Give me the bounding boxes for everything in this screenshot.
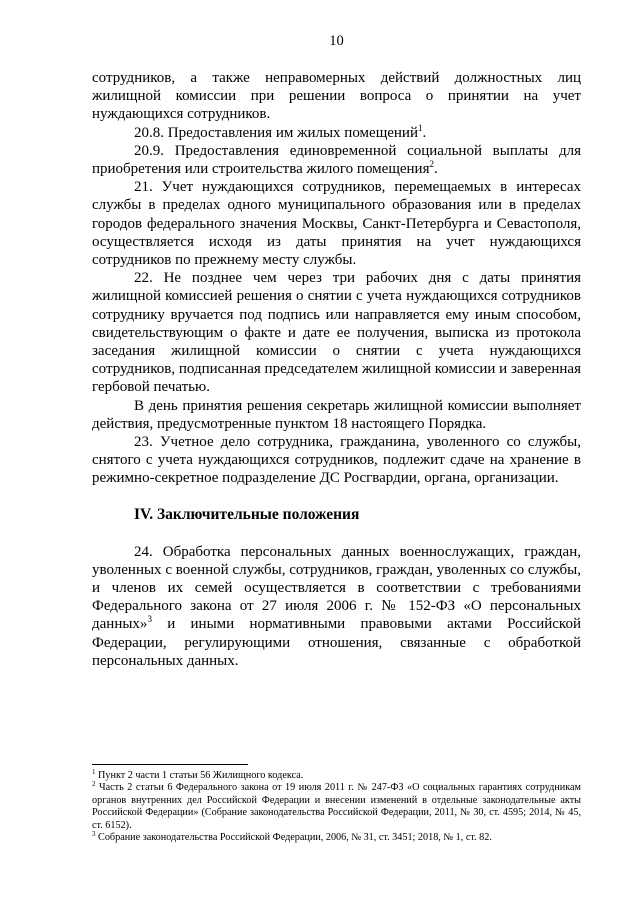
- paragraph-22-secretary: В день принятия решения секретарь жилищной комиссии выполняет действия, предусмотренные пунктом 18 настоящего Порядка.: [92, 397, 581, 432]
- footnote-ref-3[interactable]: 3: [147, 614, 152, 625]
- footnote-ref-2[interactable]: 2: [429, 159, 434, 170]
- footnote-divider: [92, 764, 248, 765]
- footnote-ref-1[interactable]: 1: [418, 122, 423, 133]
- footnote-1: $^1$ Пункт 2 части 1 статьи 56 Жилищного кодекса.: [92, 768, 304, 781]
- page-number: 10: [329, 33, 344, 49]
- paragraph-20-8: 20.8. Предоставления им жилых помещений$^1$.: [134, 122, 427, 141]
- footnotes: [92, 764, 581, 844]
- paragraph-22: 22. Не позднее чем через три рабочих дня с даты принятия жилищной комиссией решения о снятии с учета нуждающихся сотрудников сотруднику вручается под подпись или направляется ему иным способом, свидетельствующим о факте и дате ее получения, выписка из протокола заседания жилищной комиссии о снятии с учета нуждающихся сотрудников, подписанная председателем жилищной комиссии и заверенная гербовой печатью.: [92, 270, 581, 396]
- paragraph-21: 21. Учет нуждающихся сотрудников, перемещаемых в интересах службы в пределах одного муниципального образования или в пределах городов федерального значения Москвы, Санкт-Петербурга и Севастополя, осуществляется исходя из даты принятия на учет нуждающихся сотрудников по прежнему месту службы.: [92, 179, 581, 269]
- paragraph-23: 23. Учетное дело сотрудника, гражданина, уволенного со службы, снятого с учета нуждающихся сотрудников, подлежит сдаче на хранение в режимно-секретное подразделение ДС Росгвардии, органа, организации.: [92, 434, 581, 487]
- footnote-number: 3: [92, 830, 96, 839]
- section-heading: IV. Заключительные положения: [134, 505, 360, 523]
- paragraph-continuation: сотрудников, а также неправомерных действий должностных лиц жилищной комиссии при решении вопроса о принятии на учет нуждающихся сотрудников.: [92, 70, 581, 123]
- footnote-3: $^3$ Собрание законодательства Российской Федерации, 2006, № 31, ст. 3451; 2018, № 1, ст. 82.: [92, 830, 492, 844]
- footnote-2: $^2$ Часть 2 статьи 6 Федерального закона от 19 июля 2011 г. № 247-ФЗ «О социальных гарантиях сотрудникам органов внутренних дел Российской Федерации и внесении изменений в отдельные законодательные акты Российской Федерации» (Собрание законодательства Российской Федерации, 2011, № 30, ст. 4595; 2014, № 45, ст. 6152).: [92, 780, 581, 831]
- footnote-number: 1: [92, 768, 96, 776]
- paragraph-20-9: 20.9. Предоставления единовременной социальной выплаты для приобретения или строительства жилого помещения$^2$.: [92, 142, 581, 178]
- body-text: [92, 69, 581, 670]
- footnote-number: 2: [92, 780, 96, 789]
- paragraph-24: 24. Обработка персональных данных военнослужащих, граждан, уволенных с военной службы, сотрудников, граждан, уволенных со службы, и членов их семей осуществляется в соответствии с требованиями Федерального закона от 27 июля 2006 г. № 152-ФЗ «О персональных данных»$^3$ и иными нормативными правовыми актами Российской Федерации, регулирующими отношения, связанные с обработкой персональных данных.: [92, 543, 581, 669]
